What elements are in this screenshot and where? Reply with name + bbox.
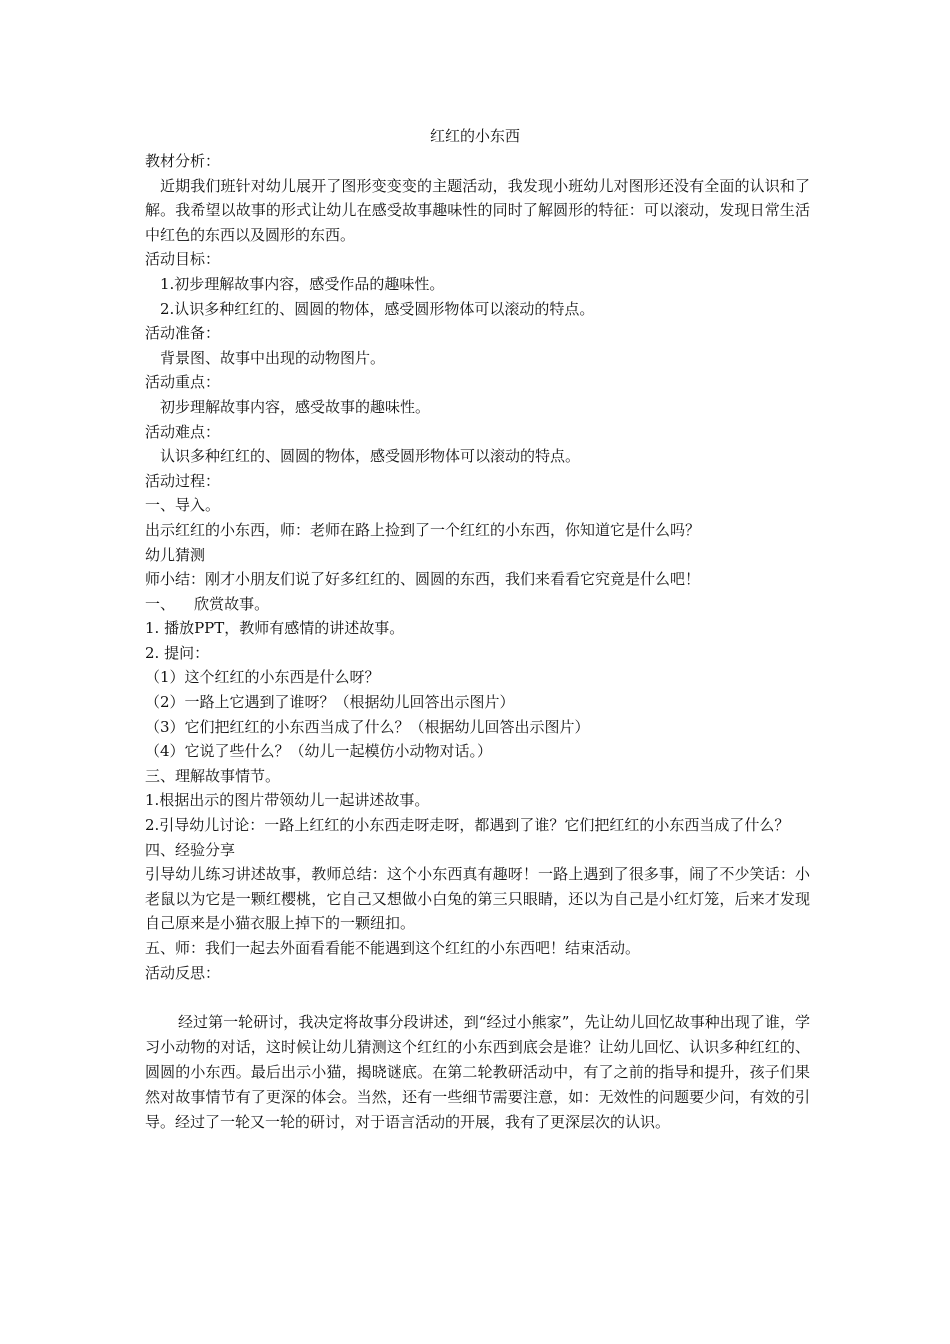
step-4-heading: 四、经验分享 xyxy=(145,840,236,859)
document-body xyxy=(145,149,810,1135)
goal-item-2: 2.认识多种红红的、圆圆的物体，感受圆形物体可以滚动的特点。 xyxy=(160,299,595,318)
section-heading-reflection: 活动反思： xyxy=(145,963,221,982)
step-2-question-1: （1）这个红红的小东西是什么呀？ xyxy=(145,668,380,687)
preparation-text: 背景图、故事中出现的动物图片。 xyxy=(160,348,386,367)
goal-item-1: 1.初步理解故事内容，感受作品的趣味性。 xyxy=(160,274,445,293)
difficulty-text: 认识多种红红的、圆圆的物体，感受圆形物体可以滚动的特点。 xyxy=(160,447,581,466)
step-1-line-1: 出示红红的小东西，师：老师在路上捡到了一个红红的小东西，你知道它是什么吗？ xyxy=(145,520,701,539)
step-1-line-3: 师小结：刚才小朋友们说了好多红红的、圆圆的东西，我们来看看它究竟是什么吧！ xyxy=(145,570,701,589)
step-4-text: 引导幼儿练习讲述故事，教师总结：这个小东西真有趣呀！一路上遇到了很多事，闹了不少笑话：小老鼠以为它是一颗红樱桃，它自己又想做小白兔的第三只眼睛，还以为自己是小红灯笼，后来才发现自己原来是小猫衣服上掉下的一颗纽扣。 xyxy=(145,865,810,933)
step-2-item-1: 1. 播放PPT，教师有感情的讲述故事。 xyxy=(145,619,405,638)
step-2-heading: 一、 欣赏故事。 xyxy=(145,594,270,613)
reflection-paragraph: 经过第一轮研讨，我决定将故事分段讲述，到“经过小熊家”，先让幼儿回忆故事种出现了谁，学习小动物的对话，这时候让幼儿猜测这个红红的小东西到底会是谁？让幼儿回忆、认识多种红红的、圆圆的小东西。最后出示小猫，揭晓谜底。在第二轮教研活动中，有了之前的指导和提升，孩子们果然对故事情节有了更深的体会。当然，还有一些细节需要注意，如：无效性的问题要少问，有效的引导。经过了一轮又一轮的研讨，对于语言活动的开展，我有了更深层次的认识。 xyxy=(145,1012,810,1131)
step-3-heading: 三、理解故事情节。 xyxy=(145,766,281,785)
blank-line xyxy=(145,985,810,1010)
section-heading-material: 教材分析： xyxy=(145,152,221,170)
step-2-question-2: （2）一路上它遇到了谁呀？（根据幼儿回答出示图片） xyxy=(145,693,515,712)
step-2-item-2: 2. 提问： xyxy=(145,643,210,662)
section-heading-preparation: 活动准备： xyxy=(145,324,221,343)
section-heading-difficulty: 活动难点： xyxy=(145,422,221,441)
key-point-text: 初步理解故事内容，感受故事的趣味性。 xyxy=(160,397,431,416)
step-1-line-2: 幼儿猜测 xyxy=(145,545,206,564)
section-heading-process: 活动过程： xyxy=(145,471,221,490)
step-5-text: 五、师：我们一起去外面看看能不能遇到这个红红的小东西吧！结束活动。 xyxy=(145,939,641,957)
section-heading-key-point: 活动重点： xyxy=(145,373,221,392)
step-2-question-4: （4）它说了些什么？（幼儿一起模仿小动物对话。） xyxy=(145,742,493,761)
step-3-item-1: 1.根据出示的图片带领幼儿一起讲述故事。 xyxy=(145,791,430,810)
step-1-heading: 一、导入。 xyxy=(145,496,221,515)
step-3-item-2: 2.引导幼儿讨论：一路上红红的小东西走呀走呀，都遇到了谁？它们把红红的小东西当成了什么？ xyxy=(145,816,790,835)
material-paragraph: 近期我们班针对幼儿展开了图形变变变的主题活动，我发现小班幼儿对图形还没有全面的认识和了解。我希望以故事的形式让幼儿在感受故事趣味性的同时了解圆形的特征：可以滚动，发现日常生活中红色的东西以及圆形的东西。 xyxy=(145,176,810,244)
document-title: 红红的小东西 xyxy=(429,127,520,145)
section-heading-goals: 活动目标： xyxy=(145,250,221,269)
step-2-question-3: （3）它们把红红的小东西当成了什么？（根据幼儿回答出示图片） xyxy=(145,717,590,736)
